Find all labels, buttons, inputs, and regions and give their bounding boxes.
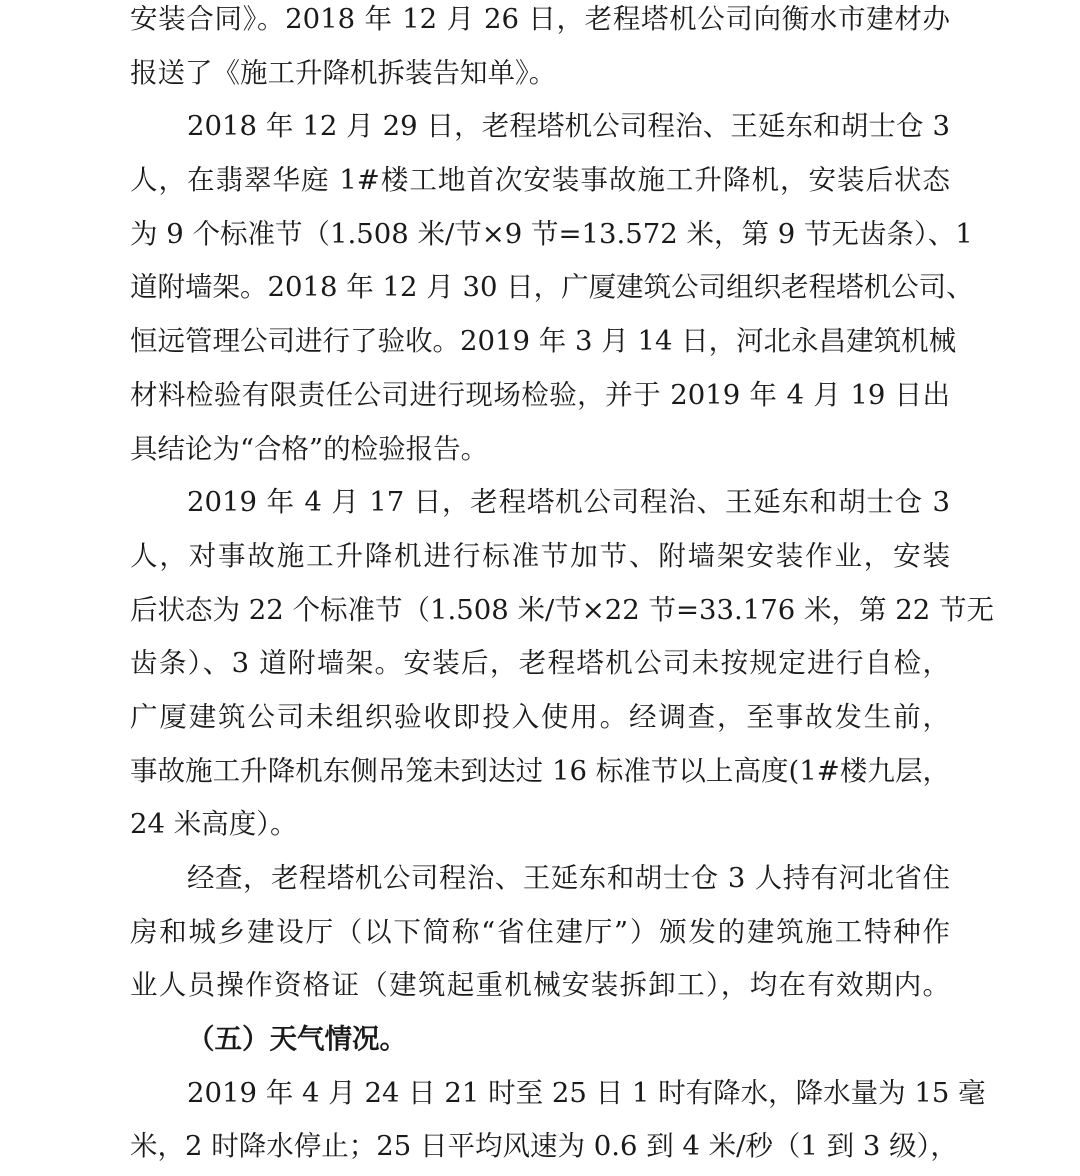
text-line: 报送了《施工升降机拆装告知单》。 bbox=[130, 56, 557, 89]
text-line: 人，对事故施工升降机进行标准节加节、附墙架安装作业，安装 bbox=[130, 539, 950, 572]
text-line: 事故施工升降机东侧吊笼未到达过 16 标准节以上高度(1#楼九层， bbox=[130, 754, 950, 787]
text-line: 业人员操作资格证（建筑起重机械安装拆卸工），均在有效期内。 bbox=[130, 969, 950, 1002]
text-line: 房和城乡建设厅（以下简称“省住建厅”）颁发的建筑施工特种作 bbox=[130, 915, 950, 948]
section-heading: （五）天气情况。 bbox=[187, 1023, 407, 1056]
text-line: 24 米高度）。 bbox=[130, 808, 298, 841]
text-line: 2019 年 4 月 24 日 21 时至 25 日 1 时有降水，降水量为 15 毫 bbox=[187, 1076, 986, 1109]
text-line: 广厦建筑公司未组织验收即投入使用。经调查，至事故发生前， bbox=[130, 700, 950, 733]
document-page bbox=[130, 0, 994, 1174]
text-line: 为 9 个标准节（1.508 米/节×9 节=13.572 米，第 9 节无齿条）、1 bbox=[130, 217, 973, 250]
text-line: 人，在翡翠华庭 1#楼工地首次安装事故施工升降机，安装后状态 bbox=[130, 164, 950, 197]
text-line: 经查，老程塔机公司程治、王延东和胡士仓 3 人持有河北省住 bbox=[187, 862, 950, 894]
text-line: 道附墙架。2018 年 12 月 30 日，广厦建筑公司组织老程塔机公司、 bbox=[130, 271, 974, 304]
text-line: 材料检验有限责任公司进行现场检验，并于 2019 年 4 月 19 日出 bbox=[130, 378, 950, 411]
text-line: 安装合同》。2018 年 12 月 26 日，老程塔机公司向衡水市建材办 bbox=[130, 3, 950, 35]
text-line: 2018 年 12 月 29 日，老程塔机公司程治、王延东和胡士仓 3 bbox=[187, 110, 950, 143]
text-line: 2019 年 4 月 17 日，老程塔机公司程治、王延东和胡士仓 3 bbox=[187, 486, 950, 519]
text-line: 后状态为 22 个标准节（1.508 米/节×22 节=33.176 米，第 22 节无 bbox=[130, 593, 994, 626]
text-line: 米，2 时降水停止；25 日平均风速为 0.6 到 4 米/秒（1 到 3 级）， bbox=[130, 1130, 958, 1163]
text-line: 具结论为“合格”的检验报告。 bbox=[130, 432, 489, 465]
text-line: 恒远管理公司进行了验收。2019 年 3 月 14 日，河北永昌建筑机械 bbox=[130, 325, 957, 358]
text-line: 齿条）、3 道附墙架。安装后，老程塔机公司未按规定进行自检， bbox=[130, 647, 950, 680]
